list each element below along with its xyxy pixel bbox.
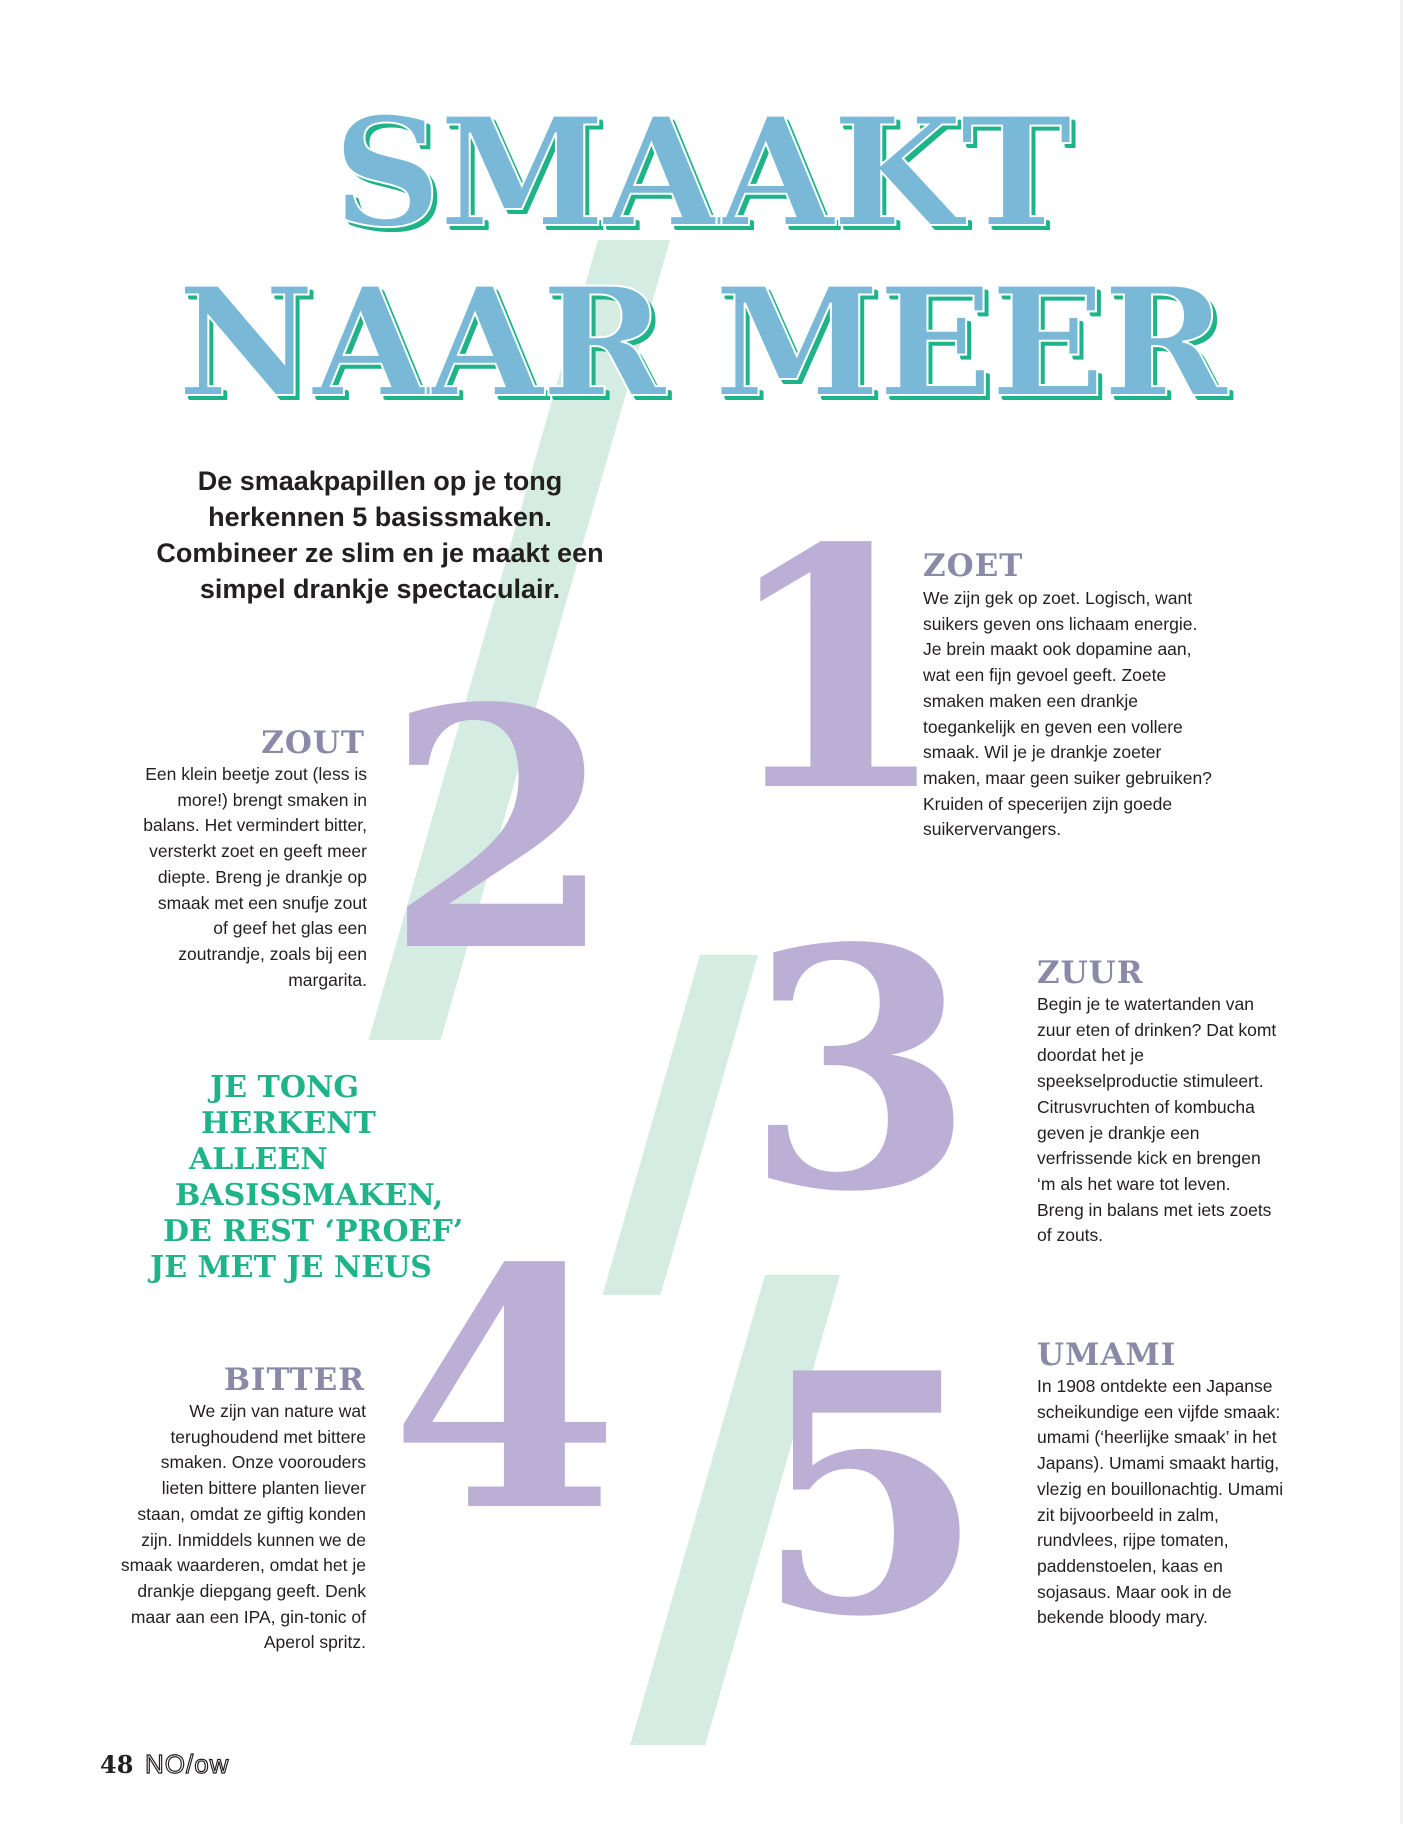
text-umami: In 1908 ontdekte een Japanse scheikundige een vijfde smaak: umami (‘heerlijke smaak’ in het Japans). Umami smaakt hartig, vlezig en bouillonachtig. Umami zit bijvoorbeeld in zalm, rundvlees, rijpe tomaten, paddenstoelen, kaas en sojasaus. Maar ook in de bekende bloody mary.	[1037, 1376, 1284, 1628]
text-zoet: We zijn gek op zoet. Logisch, want suikers geven ons lichaam energie. Je brein maakt ook dopamine aan, wat een fijn gevoel geeft. Zoete smaken maken een drankje toegankelijk en geven een vollere smaak. Wil je je drankje zoeter maken, maar geen suiker gebruiken? Kruiden of specerijen zijn goede suikervervangers.	[923, 588, 1212, 840]
text-zuur: Begin je te watertanden van zuur eten of drinken? Dat komt doordat het je speekselproductie stimuleert. Citrusvruchten of kombucha geven je drankje een verfrissende kick en brengen ‘m als het ware tot leven. Breng in balans met iets zoets of zouts.	[1037, 994, 1277, 1246]
heading-umami: UMAMI	[1037, 1337, 1177, 1373]
text-zout: Een klein beetje zout (less is more!) brengt smaken in balans. Het vermindert bitter, versterkt zoet en geeft meer diepte. Breng je drankje op smaak met een snufje zout of geef het glas een zoutrandje, zoals bij een margarita.	[143, 764, 367, 990]
heading-zout: ZOUT	[261, 725, 365, 761]
number-1: 1	[720, 476, 950, 864]
magazine-logo: NO/ow	[145, 1749, 230, 1779]
heading-bitter: BITTER	[223, 1362, 365, 1398]
intro-text: De smaakpapillen op je tong herkennen 5 basissmaken. Combineer ze slim en je maakt een simpel drankje spectaculair.	[156, 466, 604, 604]
quote-line-1: JE TONG	[210, 1070, 360, 1105]
quote-line-6: JE MET JE NEUS	[150, 1250, 432, 1285]
number-3: 3	[745, 876, 975, 1264]
title-line-2: NAAR MEER	[177, 255, 1226, 431]
quote-line-3: ALLEEN	[189, 1142, 328, 1177]
quote-line-4: BASISSMAKEN,	[175, 1178, 444, 1213]
heading-zoet: ZOET	[923, 548, 1024, 584]
heading-zuur: ZUUR	[1037, 955, 1144, 991]
number-4: 4	[390, 1196, 620, 1584]
quote-line-5: DE REST ‘PROEF’	[163, 1214, 464, 1249]
title-line-1: SMAAKT	[332, 85, 1071, 261]
page-number: 48	[100, 1750, 134, 1779]
text-bitter: We zijn van nature wat terughoudend met bittere smaken. Onze voorouders lieten bittere planten liever staan, omdat ze giftig konden zijn. Inmiddels kunnen we de smaak waarderen, omdat het je drankje diepgang geeft. Denk maar aan een IPA, gin-tonic of Aperol spritz.	[120, 1401, 366, 1653]
number-5: 5	[755, 1301, 985, 1689]
diagonal-stripe-middle	[603, 955, 758, 1295]
quote-line-2: HERKENT	[201, 1106, 376, 1141]
number-2: 2	[385, 636, 615, 1024]
